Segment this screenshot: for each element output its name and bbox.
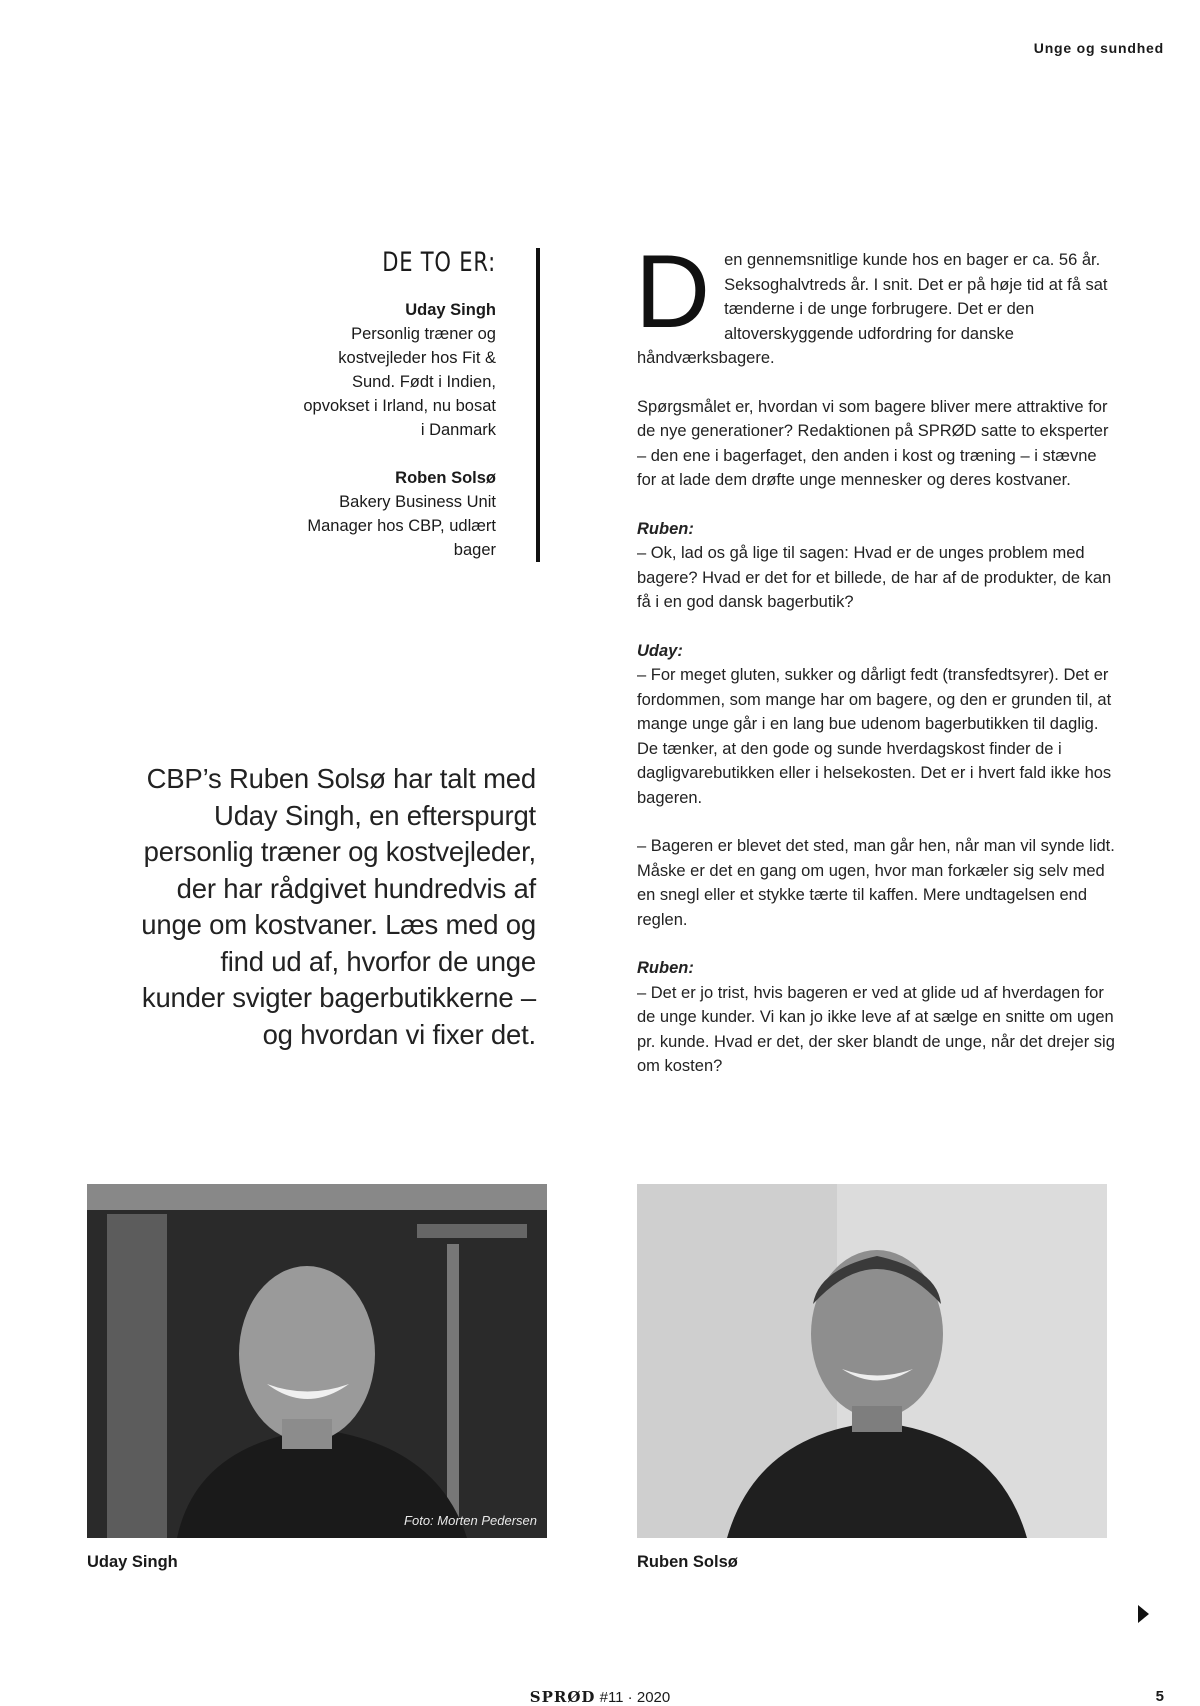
info-box-name: Uday Singh (405, 301, 496, 319)
portrait-image (637, 1184, 1107, 1538)
info-box-description: Personlig træner og kostvejleder hos Fit & Sund. Født i Indien, opvokset i Irland, nu bosat i Danmark (303, 325, 496, 439)
speech-text: – Det er jo trist, hvis bageren er ved at glide ud af hverdagen for de unge kunder. Vi kan jo ikke leve af at sælge en snitte om ugen pr. kunde. Hvad er det, der sker blandt de unge, når det drejer sig om kosten? (637, 983, 1115, 1075)
photo-uday-singh (87, 1184, 547, 1538)
info-box-name: Roben Solsø (395, 469, 496, 487)
photo-credit: Foto: Morten Pedersen (404, 1513, 537, 1528)
info-box (300, 248, 496, 586)
interview-answer (637, 639, 1117, 811)
intro-paragraph (635, 234, 1117, 371)
intro-text: en gennemsnitlige kunde hos en bager er ca. 56 år. Seksoghalvtreds år. I snit. Det er på høje tid at få sat tænderne i de unge forbrugere. Det er den altoverskyggende udfordring for danske håndværksbagere. (637, 251, 1108, 367)
drop-cap: D (635, 234, 711, 350)
magazine-name: SPRØD (529, 1688, 596, 1706)
issue-info: #11 · 2020 (595, 1689, 671, 1706)
page-number: 5 (1155, 1688, 1164, 1705)
section-label: Unge og sundhed (1033, 40, 1164, 56)
portrait-image (87, 1184, 547, 1538)
speaker-label: Ruben: (637, 959, 694, 977)
speaker-label: Uday: (637, 641, 683, 660)
photo-ruben-solso (637, 1184, 1107, 1538)
info-box-description: Bakery Business Unit Manager hos CBP, udlært bager (307, 493, 496, 559)
interview-answer-continued: – Bageren er blevet det sted, man går hen, når man vil synde lidt. Måske er det en gang om ugen, hvor man forkæler sig selv med en snegl eller et stykke tærte til kaffen. Mere undtagelsen end reglen. (637, 837, 1115, 929)
article-body (635, 234, 1117, 1103)
info-box-divider (536, 248, 540, 562)
speech-text: – For meget gluten, sukker og dårligt fedt (transfedtsyrer). Det er fordommen, som mange har om bagere, og den er grunden til, at mange unge går i en lang bue udenom bagerbutikken til daglig. De tænker, at den gode og sunde hverdagskost finder de i dagligvarebutikken eller i helsekosten. Det er i hvert fald ikke hos bageren. (637, 666, 1112, 807)
speaker-label: Ruben: (637, 519, 694, 538)
speech-text: – Ok, lad os gå lige til sagen: Hvad er de unges problem med bagere? Hvad er det for et billede, de har af de produkter, de kan få i en god dansk bagerbutik? (637, 544, 1112, 611)
interview-question (637, 956, 1117, 1079)
interview-question (637, 517, 1117, 615)
photo-caption: Ruben Solsø (637, 1553, 738, 1571)
info-box-title: DE TO ER: (382, 247, 496, 278)
photo-caption: Uday Singh (87, 1553, 178, 1571)
next-page-arrow-icon (1138, 1605, 1149, 1623)
lead-paragraph: CBP’s Ruben Solsø har talt med Uday Singh, en efterspurgt personlig træner og kostvejleder, der har rådgivet hundredvis af unge om kostvaner. Læs med og find ud af, hvorfor de unge kunder svigter bagerbutikkerne – og hvordan vi fixer det. (141, 763, 536, 1050)
footer (0, 1688, 1200, 1706)
article-paragraph: Spørgsmålet er, hvordan vi som bagere bliver mere attraktive for de nye generationer? Redaktionen på SPRØD satte to eksperter – den ene i bagerfaget, den anden i kost og træning – i stævne for at lade dem drøfte unge mennesker og deres kostvaner. (637, 397, 1109, 489)
